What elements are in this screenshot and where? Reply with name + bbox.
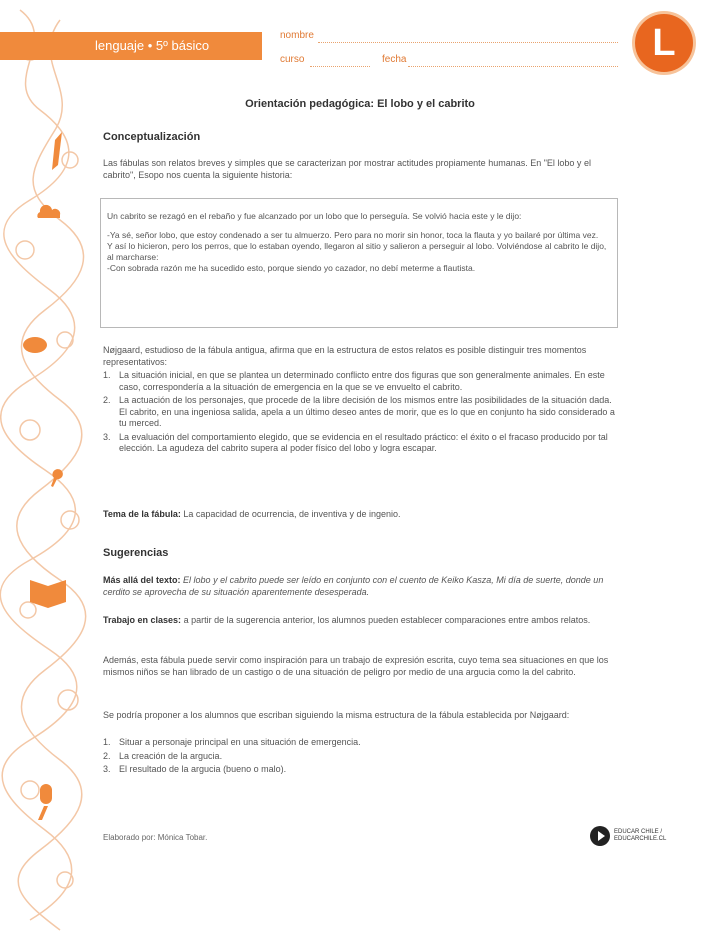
list-item: 3. La evaluación del comportamiento elegido, que se evidencia en el resultado práctico: el éxito o el fracaso producido por tal elección. La agudeza del cabrito supera al poder físico del lobo y logra escapar. [103, 431, 608, 453]
suggestion-paragraph [103, 574, 620, 598]
course-field[interactable] [310, 66, 370, 67]
date-field[interactable] [408, 66, 618, 67]
theme-text: La capacidad de ocurrencia, de inventiva y de ingenio. [183, 509, 401, 519]
course-label: curso [280, 54, 305, 65]
list-item: 1. La situación inicial, en que se plantea un determinado conflicto entre dos figuras que son generalmente animales. En este caso, correspondería a la situación de emergencia en la que se ve envuelto el cabrito. [103, 370, 605, 392]
suggestion-label: Trabajo en clases: [103, 615, 182, 625]
date-label: fecha [382, 54, 407, 65]
suggestion-paragraph: Además, esta fábula puede servir como inspiración para un trabajo de expresión escrita, cuyo tema sea situaciones en que los mismos niños se han librado de un castigo o de una situación de peligro por medio de una argucia como la del cabrito. [103, 655, 609, 677]
suggestion-text: El lobo y el cabrito puede ser leído en conjunto con el cuento de Keiko Kasza, Mi día de suerte, donde un cerdito se aprovecha de su situación aparentemente desesperada. [103, 575, 604, 597]
page-title: Orientación pedagógica: El lobo y el cabrito [245, 98, 475, 110]
list-item: 1. Situar a personaje principal en una situación de emergencia. [103, 737, 361, 747]
subject-badge: L [635, 14, 693, 72]
theme-line [103, 508, 620, 520]
suggestion-paragraph: Se podría proponer a los alumnos que escriban siguiendo la misma estructura de la fábula establecida por Nøjgaard: [103, 710, 570, 720]
suggestion-paragraph [103, 614, 620, 626]
analysis-intro: Nøjgaard, estudioso de la fábula antigua, afirma que en la estructura de estos relatos es posible distinguir tres momentos representativos: [103, 345, 587, 367]
theme-label: Tema de la fábula: [103, 509, 181, 519]
student-info-fields [270, 20, 630, 70]
list-item: 2. La actuación de los personajes, que procede de la libre decisión de los mismos entre las posibilidades de la situación dada. El cabrito, en una ingeniosa salida, apela a un último deseo antes de morir, que es lo que en conjunto ha sido considerado a tu merced. [103, 395, 615, 428]
list-item: 2. La creación de la argucia. [103, 750, 223, 761]
comma-icon [51, 469, 63, 487]
author-credit: Elaborado por: Mónica Tobar. [103, 833, 208, 842]
suggestion-label: Más allá del texto: [103, 575, 181, 585]
educarchile-logo[interactable] [590, 826, 700, 848]
book-icon [30, 580, 66, 608]
suggestion-text: a partir de la sugerencia anterior, los alumnos pueden establecer comparaciones entre ambos relatos. [183, 615, 591, 625]
decorative-swirl-border [0, 0, 95, 933]
fable-text-box [100, 198, 618, 328]
name-label: nombre [280, 30, 314, 41]
speech-bubble-icon [23, 337, 47, 353]
writing-steps-list [103, 737, 620, 778]
quill-icon [52, 132, 62, 170]
section-heading-sugerencias: Sugerencias [103, 547, 169, 559]
microphone-icon [38, 784, 52, 820]
play-icon [590, 826, 610, 846]
subject-label: lenguaje • 5º básico [95, 38, 210, 53]
subject-banner [0, 32, 262, 60]
list-item: 3. El resultado de la argucia (bueno o malo). [103, 764, 287, 774]
story-paragraph: -Ya sé, señor lobo, que estoy condenado a ser tu almuerzo. Pero para no morir sin honor, toca la flauta y yo bailaré por última vez. Y así lo hicieron, pero los perros, que lo estaban oyendo, llegaron al sitio y salieron a perseguir al lobo. Volviéndose al cabrito le dijo, al marcharse: -Con sobrada razón me ha sucedido esto, porque siendo yo cazador, no debí meterme a flautista. [107, 230, 607, 273]
story-paragraph: Un cabrito se rezagó en el rebaño y fue alcanzado por un lobo que lo perseguía. Se volvió hacia este y le dijo: [107, 211, 522, 221]
name-field[interactable] [318, 42, 618, 43]
section-heading-conceptualizacion: Conceptualización [103, 131, 201, 143]
structure-list [103, 370, 620, 457]
intro-paragraph: Las fábulas son relatos breves y simples que se caracterizan por mostrar actitudes propiamente humanas. En "El lobo y el cabrito", Esopo nos cuenta la siguiente historia: [103, 158, 591, 180]
logo-text: EDUCAR CHILE / EDUCARCHILE.CL [614, 829, 667, 842]
cloud-icon [37, 205, 60, 218]
